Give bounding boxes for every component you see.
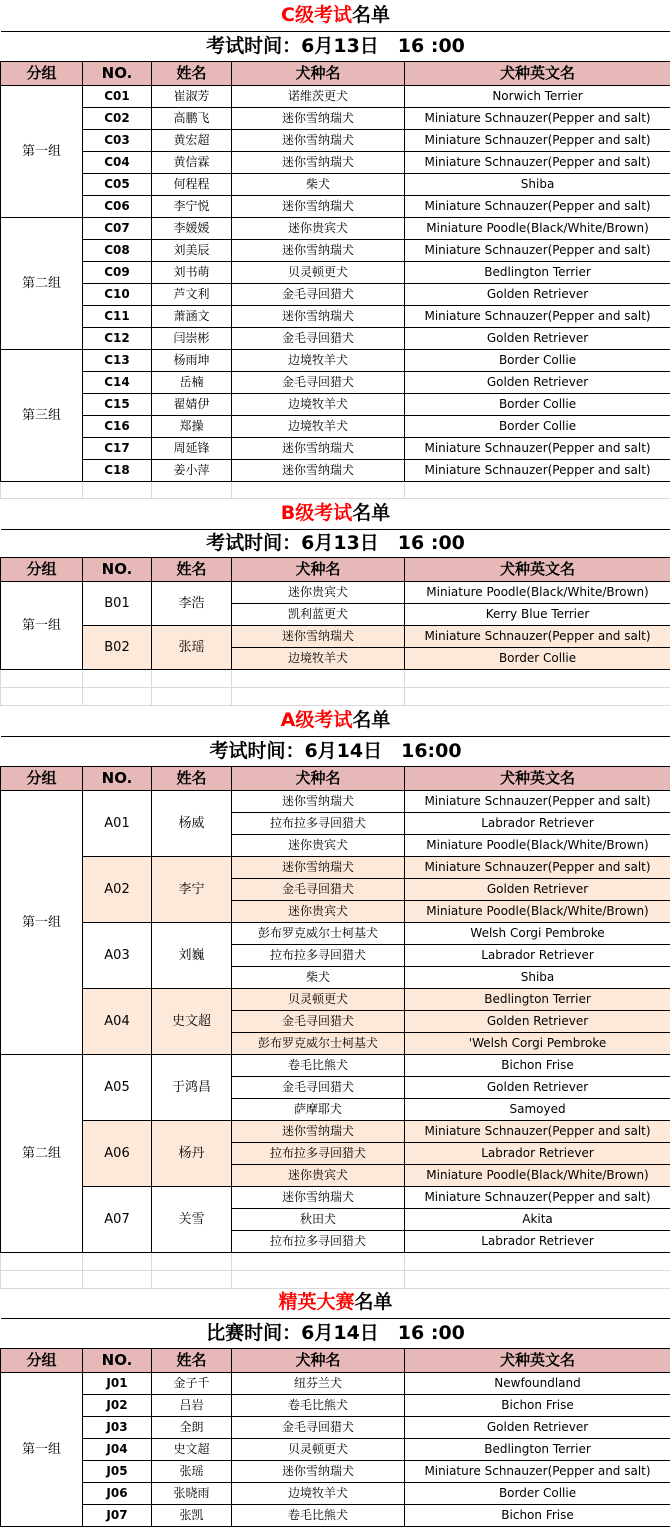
table-row bbox=[1, 1120, 670, 1142]
breed-name: 萨摩耶犬 bbox=[232, 1098, 405, 1120]
breed-english-name: Border Collie bbox=[405, 1482, 670, 1504]
breed-name: 贝灵顿更犬 bbox=[232, 1438, 405, 1460]
c-exam-table bbox=[0, 0, 670, 499]
breed-name: 迷你贵宾犬 bbox=[232, 581, 405, 603]
table-row bbox=[1, 1054, 670, 1076]
breed-name: 迷你雪纳瑞犬 bbox=[232, 305, 405, 327]
entry-number: A01 bbox=[83, 790, 152, 856]
breed-english-name: Miniature Schnauzer(Pepper and salt) bbox=[405, 305, 670, 327]
table-row bbox=[1, 349, 670, 371]
breed-name: 诺维茨更犬 bbox=[232, 85, 405, 107]
breed-english-name: Border Collie bbox=[405, 393, 670, 415]
handler-name: 郑操 bbox=[152, 415, 232, 437]
handler-name: 周延锋 bbox=[152, 437, 232, 459]
handler-name: 黄信霖 bbox=[152, 151, 232, 173]
breed-name: 迷你雪纳瑞犬 bbox=[232, 1460, 405, 1482]
entry-number: C05 bbox=[83, 173, 152, 195]
breed-english-name: Shiba bbox=[405, 966, 670, 988]
breed-name: 迷你贵宾犬 bbox=[232, 834, 405, 856]
handler-name: 于鸿昌 bbox=[152, 1054, 232, 1120]
table-row bbox=[1, 790, 670, 812]
breed-name: 边境牧羊犬 bbox=[232, 647, 405, 669]
table-row bbox=[1, 261, 670, 283]
table-row bbox=[1, 1460, 670, 1482]
entry-number: C12 bbox=[83, 327, 152, 349]
breed-name: 卷毛比熊犬 bbox=[232, 1054, 405, 1076]
handler-name: 全朗 bbox=[152, 1416, 232, 1438]
handler-name: 何程程 bbox=[152, 173, 232, 195]
header-breed-en: 犬种英文名 bbox=[405, 557, 670, 581]
entry-number: J07 bbox=[83, 1504, 152, 1526]
breed-english-name: Samoyed bbox=[405, 1098, 670, 1120]
entry-number: C07 bbox=[83, 217, 152, 239]
breed-name: 金毛寻回猎犬 bbox=[232, 327, 405, 349]
c-section-time: 考试时间：6月13日 16 :00 bbox=[1, 31, 670, 61]
handler-name: 史文超 bbox=[152, 988, 232, 1054]
table-row bbox=[1, 239, 670, 261]
handler-name: 崔淑芳 bbox=[152, 85, 232, 107]
breed-name: 迷你雪纳瑞犬 bbox=[232, 459, 405, 481]
group-label: 第一组 bbox=[1, 790, 83, 1054]
breed-name: 金毛寻回猎犬 bbox=[232, 1010, 405, 1032]
breed-english-name: Kerry Blue Terrier bbox=[405, 603, 670, 625]
breed-name: 迷你雪纳瑞犬 bbox=[232, 1186, 405, 1208]
handler-name: 关雪 bbox=[152, 1186, 232, 1252]
header-breed-en: 犬种英文名 bbox=[405, 766, 670, 790]
breed-english-name: Golden Retriever bbox=[405, 1010, 670, 1032]
breed-english-name: Labrador Retriever bbox=[405, 812, 670, 834]
handler-name: 李宁 bbox=[152, 856, 232, 922]
breed-english-name: Miniature Schnauzer(Pepper and salt) bbox=[405, 790, 670, 812]
entry-number: C10 bbox=[83, 283, 152, 305]
header-name: 姓名 bbox=[152, 557, 232, 581]
entry-number: C16 bbox=[83, 415, 152, 437]
entry-number: A06 bbox=[83, 1120, 152, 1186]
entry-number: C11 bbox=[83, 305, 152, 327]
breed-english-name: Miniature Schnauzer(Pepper and salt) bbox=[405, 625, 670, 647]
entry-number: B02 bbox=[83, 625, 152, 669]
table-row bbox=[1, 305, 670, 327]
b-section-time: 考试时间：6月13日 16 :00 bbox=[1, 529, 670, 557]
header-no: NO. bbox=[83, 61, 152, 85]
header-breed: 犬种名 bbox=[232, 1348, 405, 1372]
breed-english-name: Golden Retriever bbox=[405, 371, 670, 393]
breed-name: 拉布拉多寻回猎犬 bbox=[232, 1230, 405, 1252]
breed-english-name: Golden Retriever bbox=[405, 1416, 670, 1438]
j-section-title: 精英大赛名单 bbox=[1, 1287, 670, 1318]
breed-english-name: Miniature Schnauzer(Pepper and salt) bbox=[405, 437, 670, 459]
breed-name: 迷你雪纳瑞犬 bbox=[232, 437, 405, 459]
handler-name: 李宁悦 bbox=[152, 195, 232, 217]
breed-english-name: Bedlington Terrier bbox=[405, 988, 670, 1010]
handler-name: 张瑶 bbox=[152, 625, 232, 669]
handler-name: 张瑶 bbox=[152, 1460, 232, 1482]
breed-english-name: Golden Retriever bbox=[405, 1076, 670, 1098]
entry-number: C18 bbox=[83, 459, 152, 481]
c-header-row bbox=[1, 61, 670, 85]
breed-name: 拉布拉多寻回猎犬 bbox=[232, 1142, 405, 1164]
breed-name: 迷你雪纳瑞犬 bbox=[232, 239, 405, 261]
breed-english-name: Newfoundland bbox=[405, 1372, 670, 1394]
breed-name: 金毛寻回猎犬 bbox=[232, 1076, 405, 1098]
breed-english-name: Miniature Schnauzer(Pepper and salt) bbox=[405, 1460, 670, 1482]
entry-number: C06 bbox=[83, 195, 152, 217]
breed-name: 金毛寻回猎犬 bbox=[232, 878, 405, 900]
breed-english-name: 'Welsh Corgi Pembroke bbox=[405, 1032, 670, 1054]
table-row bbox=[1, 922, 670, 944]
header-no: NO. bbox=[83, 766, 152, 790]
group-label: 第三组 bbox=[1, 349, 83, 481]
breed-english-name: Border Collie bbox=[405, 415, 670, 437]
breed-name: 贝灵顿更犬 bbox=[232, 261, 405, 283]
breed-name: 凯利蓝更犬 bbox=[232, 603, 405, 625]
group-label: 第一组 bbox=[1, 1372, 83, 1526]
handler-name: 黄宏超 bbox=[152, 129, 232, 151]
handler-name: 芦文利 bbox=[152, 283, 232, 305]
breed-name: 迷你贵宾犬 bbox=[232, 1164, 405, 1186]
header-group: 分组 bbox=[1, 766, 83, 790]
handler-name: 姜小萍 bbox=[152, 459, 232, 481]
handler-name: 高鹏飞 bbox=[152, 107, 232, 129]
entry-number: C15 bbox=[83, 393, 152, 415]
breed-name: 迷你贵宾犬 bbox=[232, 217, 405, 239]
entry-number: C02 bbox=[83, 107, 152, 129]
breed-name: 迷你雪纳瑞犬 bbox=[232, 856, 405, 878]
handler-name: 吕岩 bbox=[152, 1394, 232, 1416]
breed-name: 金毛寻回猎犬 bbox=[232, 283, 405, 305]
table-row bbox=[1, 415, 670, 437]
table-row bbox=[1, 1394, 670, 1416]
breed-english-name: Bedlington Terrier bbox=[405, 261, 670, 283]
entry-number: B01 bbox=[83, 581, 152, 625]
breed-english-name: Labrador Retriever bbox=[405, 1142, 670, 1164]
breed-english-name: Miniature Poodle(Black/White/Brown) bbox=[405, 900, 670, 922]
header-breed: 犬种名 bbox=[232, 557, 405, 581]
table-row bbox=[1, 129, 670, 151]
handler-name: 杨雨坤 bbox=[152, 349, 232, 371]
breed-name: 迷你雪纳瑞犬 bbox=[232, 107, 405, 129]
breed-english-name: Miniature Schnauzer(Pepper and salt) bbox=[405, 195, 670, 217]
entry-number: A07 bbox=[83, 1186, 152, 1252]
table-row bbox=[1, 625, 670, 647]
b-section-title: B级考试名单 bbox=[1, 498, 670, 529]
breed-name: 卷毛比熊犬 bbox=[232, 1394, 405, 1416]
breed-english-name: Miniature Poodle(Black/White/Brown) bbox=[405, 1164, 670, 1186]
breed-name: 迷你雪纳瑞犬 bbox=[232, 129, 405, 151]
entry-number: C01 bbox=[83, 85, 152, 107]
handler-name: 金子千 bbox=[152, 1372, 232, 1394]
breed-name: 边境牧羊犬 bbox=[232, 415, 405, 437]
entry-number: A03 bbox=[83, 922, 152, 988]
breed-english-name: Miniature Poodle(Black/White/Brown) bbox=[405, 217, 670, 239]
breed-english-name: Miniature Schnauzer(Pepper and salt) bbox=[405, 239, 670, 261]
handler-name: 岳楠 bbox=[152, 371, 232, 393]
header-breed-en: 犬种英文名 bbox=[405, 61, 670, 85]
breed-english-name: Akita bbox=[405, 1208, 670, 1230]
table-row bbox=[1, 581, 670, 603]
header-no: NO. bbox=[83, 1348, 152, 1372]
entry-number: C08 bbox=[83, 239, 152, 261]
breed-english-name: Miniature Schnauzer(Pepper and salt) bbox=[405, 856, 670, 878]
table-row bbox=[1, 1186, 670, 1208]
breed-name: 秋田犬 bbox=[232, 1208, 405, 1230]
a-section-title: A级考试名单 bbox=[1, 705, 670, 736]
breed-english-name: Miniature Schnauzer(Pepper and salt) bbox=[405, 459, 670, 481]
c-section-title: C级考试名单 bbox=[1, 0, 670, 31]
breed-name: 纽芬兰犬 bbox=[232, 1372, 405, 1394]
table-row bbox=[1, 151, 670, 173]
breed-english-name: Labrador Retriever bbox=[405, 1230, 670, 1252]
entry-number: C13 bbox=[83, 349, 152, 371]
table-row bbox=[1, 371, 670, 393]
breed-english-name: Miniature Schnauzer(Pepper and salt) bbox=[405, 151, 670, 173]
entry-number: C17 bbox=[83, 437, 152, 459]
header-group: 分组 bbox=[1, 1348, 83, 1372]
breed-name: 迷你雪纳瑞犬 bbox=[232, 195, 405, 217]
table-row bbox=[1, 1438, 670, 1460]
header-group: 分组 bbox=[1, 61, 83, 85]
breed-name: 边境牧羊犬 bbox=[232, 349, 405, 371]
handler-name: 杨丹 bbox=[152, 1120, 232, 1186]
elite-contest-table bbox=[0, 1287, 670, 1527]
entry-number: J04 bbox=[83, 1438, 152, 1460]
breed-name: 金毛寻回猎犬 bbox=[232, 371, 405, 393]
handler-name: 李媛媛 bbox=[152, 217, 232, 239]
breed-name: 迷你雪纳瑞犬 bbox=[232, 1120, 405, 1142]
table-row bbox=[1, 393, 670, 415]
table-row bbox=[1, 107, 670, 129]
handler-name: 翟婧伊 bbox=[152, 393, 232, 415]
header-no: NO. bbox=[83, 557, 152, 581]
breed-english-name: Border Collie bbox=[405, 349, 670, 371]
table-row bbox=[1, 85, 670, 107]
breed-english-name: Welsh Corgi Pembroke bbox=[405, 922, 670, 944]
entry-number: C04 bbox=[83, 151, 152, 173]
breed-english-name: Bichon Frise bbox=[405, 1054, 670, 1076]
breed-english-name: Golden Retriever bbox=[405, 283, 670, 305]
breed-name: 迷你雪纳瑞犬 bbox=[232, 625, 405, 647]
entry-number: J06 bbox=[83, 1482, 152, 1504]
entry-number: J03 bbox=[83, 1416, 152, 1438]
table-row bbox=[1, 283, 670, 305]
entry-number: C03 bbox=[83, 129, 152, 151]
table-row bbox=[1, 1372, 670, 1394]
breed-english-name: Miniature Schnauzer(Pepper and salt) bbox=[405, 107, 670, 129]
entry-number: C14 bbox=[83, 371, 152, 393]
handler-name: 张凯 bbox=[152, 1504, 232, 1526]
breed-english-name: Shiba bbox=[405, 173, 670, 195]
header-breed-en: 犬种英文名 bbox=[405, 1348, 670, 1372]
entry-number: A05 bbox=[83, 1054, 152, 1120]
header-breed: 犬种名 bbox=[232, 61, 405, 85]
breed-name: 彭布罗克威尔士柯基犬 bbox=[232, 1032, 405, 1054]
breed-english-name: Miniature Schnauzer(Pepper and salt) bbox=[405, 129, 670, 151]
handler-name: 闫崇彬 bbox=[152, 327, 232, 349]
breed-name: 金毛寻回猎犬 bbox=[232, 1416, 405, 1438]
breed-english-name: Border Collie bbox=[405, 647, 670, 669]
breed-english-name: Miniature Schnauzer(Pepper and salt) bbox=[405, 1120, 670, 1142]
handler-name: 史文超 bbox=[152, 1438, 232, 1460]
table-row bbox=[1, 459, 670, 481]
breed-name: 贝灵顿更犬 bbox=[232, 988, 405, 1010]
breed-name: 边境牧羊犬 bbox=[232, 393, 405, 415]
breed-name: 拉布拉多寻回猎犬 bbox=[232, 944, 405, 966]
entry-number: C09 bbox=[83, 261, 152, 283]
header-group: 分组 bbox=[1, 557, 83, 581]
breed-name: 迷你雪纳瑞犬 bbox=[232, 151, 405, 173]
handler-name: 萧涵文 bbox=[152, 305, 232, 327]
table-row bbox=[1, 327, 670, 349]
a-exam-table bbox=[0, 705, 670, 1289]
breed-english-name: Bedlington Terrier bbox=[405, 1438, 670, 1460]
group-label: 第一组 bbox=[1, 85, 83, 217]
j-section-time: 比赛时间：6月14日 16 :00 bbox=[1, 1318, 670, 1348]
breed-english-name: Bichon Frise bbox=[405, 1394, 670, 1416]
a-section-time: 考试时间：6月14日 16:00 bbox=[1, 736, 670, 766]
table-row bbox=[1, 173, 670, 195]
group-label: 第一组 bbox=[1, 581, 83, 669]
breed-english-name: Golden Retriever bbox=[405, 878, 670, 900]
handler-name: 杨威 bbox=[152, 790, 232, 856]
entry-number: J01 bbox=[83, 1372, 152, 1394]
table-row bbox=[1, 1416, 670, 1438]
breed-english-name: Miniature Poodle(Black/White/Brown) bbox=[405, 581, 670, 603]
entry-number: J05 bbox=[83, 1460, 152, 1482]
handler-name: 刘书萌 bbox=[152, 261, 232, 283]
header-name: 姓名 bbox=[152, 766, 232, 790]
table-row bbox=[1, 856, 670, 878]
table-row bbox=[1, 437, 670, 459]
header-name: 姓名 bbox=[152, 61, 232, 85]
table-row bbox=[1, 1482, 670, 1504]
handler-name: 李浩 bbox=[152, 581, 232, 625]
header-name: 姓名 bbox=[152, 1348, 232, 1372]
handler-name: 刘美辰 bbox=[152, 239, 232, 261]
table-row bbox=[1, 217, 670, 239]
group-label: 第二组 bbox=[1, 217, 83, 349]
entry-number: A04 bbox=[83, 988, 152, 1054]
table-row bbox=[1, 1504, 670, 1526]
b-exam-table bbox=[0, 498, 670, 706]
breed-name: 卷毛比熊犬 bbox=[232, 1504, 405, 1526]
breed-name: 柴犬 bbox=[232, 173, 405, 195]
breed-english-name: Golden Retriever bbox=[405, 327, 670, 349]
handler-name: 刘巍 bbox=[152, 922, 232, 988]
entry-number: J02 bbox=[83, 1394, 152, 1416]
group-label: 第二组 bbox=[1, 1054, 83, 1252]
breed-english-name: Miniature Schnauzer(Pepper and salt) bbox=[405, 1186, 670, 1208]
breed-english-name: Norwich Terrier bbox=[405, 85, 670, 107]
breed-english-name: Miniature Poodle(Black/White/Brown) bbox=[405, 834, 670, 856]
breed-name: 柴犬 bbox=[232, 966, 405, 988]
table-row bbox=[1, 988, 670, 1010]
breed-english-name: Labrador Retriever bbox=[405, 944, 670, 966]
handler-name: 张晓雨 bbox=[152, 1482, 232, 1504]
table-row bbox=[1, 195, 670, 217]
breed-name: 边境牧羊犬 bbox=[232, 1482, 405, 1504]
header-breed: 犬种名 bbox=[232, 766, 405, 790]
breed-name: 迷你雪纳瑞犬 bbox=[232, 790, 405, 812]
breed-name: 拉布拉多寻回猎犬 bbox=[232, 812, 405, 834]
breed-english-name: Bichon Frise bbox=[405, 1504, 670, 1526]
entry-number: A02 bbox=[83, 856, 152, 922]
breed-name: 彭布罗克威尔士柯基犬 bbox=[232, 922, 405, 944]
breed-name: 迷你贵宾犬 bbox=[232, 900, 405, 922]
